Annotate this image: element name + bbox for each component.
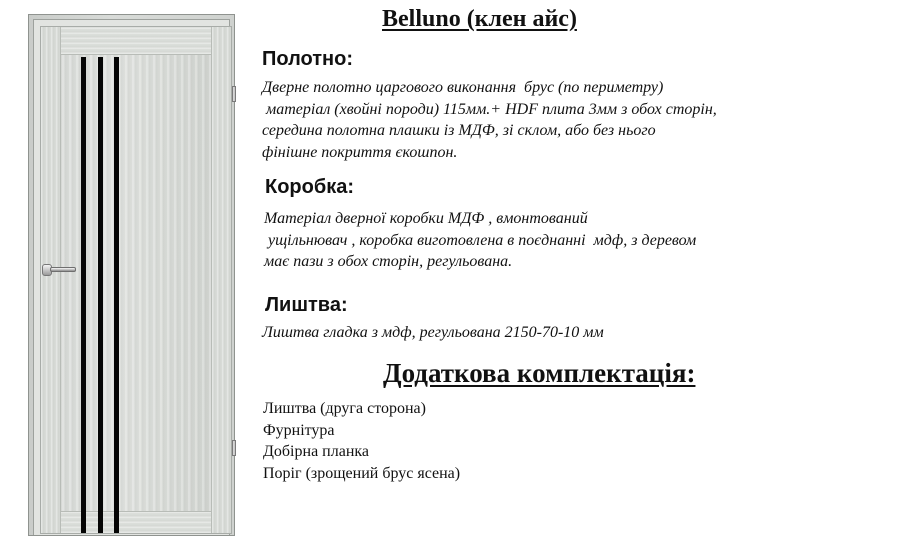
door-top-rail <box>61 27 211 55</box>
section-text-lyshtva: Лиштва гладка з мдф, регульована 2150-70-10 мм <box>262 324 604 341</box>
handle-lever <box>50 267 76 272</box>
door-handle-icon <box>42 264 76 276</box>
door-stile-left <box>41 27 61 533</box>
section-text-polotno: Дверне полотно царгового виконання брус (по периметру) матеріал (хвойні породи) 115мм.+ HDF плита 3мм з обох сторін, середина полотна плашки із МДФ, зі склом, або без нього фінішне покриття єкошпон. <box>262 79 717 161</box>
extras-list <box>263 398 460 484</box>
hinge-icon <box>232 440 236 456</box>
section-heading-korobka: Коробка: <box>265 176 355 198</box>
list-item: Добірна планка <box>263 443 370 460</box>
list-item: Лиштва (друга сторона) <box>263 400 426 417</box>
section-heading-polotno: Полотно: <box>262 48 354 70</box>
list-item: Поріг (зрощений брус ясена) <box>263 464 461 482</box>
door-illustration <box>0 0 260 540</box>
glass-insert <box>98 57 103 533</box>
extras-heading: Додаткова комплектація: <box>383 358 696 388</box>
section-heading-lyshtva: Лиштва: <box>265 294 348 316</box>
glass-insert <box>81 57 86 533</box>
page-title: Belluno (клен айс) <box>382 6 577 32</box>
glass-insert <box>114 57 119 533</box>
section-text-korobka: Матеріал дверної коробки МДФ , вмонтований ущільнювач , коробка виготовлена в поєднанні мдф, з деревом має пази з обох сторін, регульована. <box>264 210 697 270</box>
door-stile-right <box>211 27 231 533</box>
hinge-icon <box>232 86 236 102</box>
list-item: Фурнітура <box>263 421 335 439</box>
door-leaf <box>40 26 232 534</box>
